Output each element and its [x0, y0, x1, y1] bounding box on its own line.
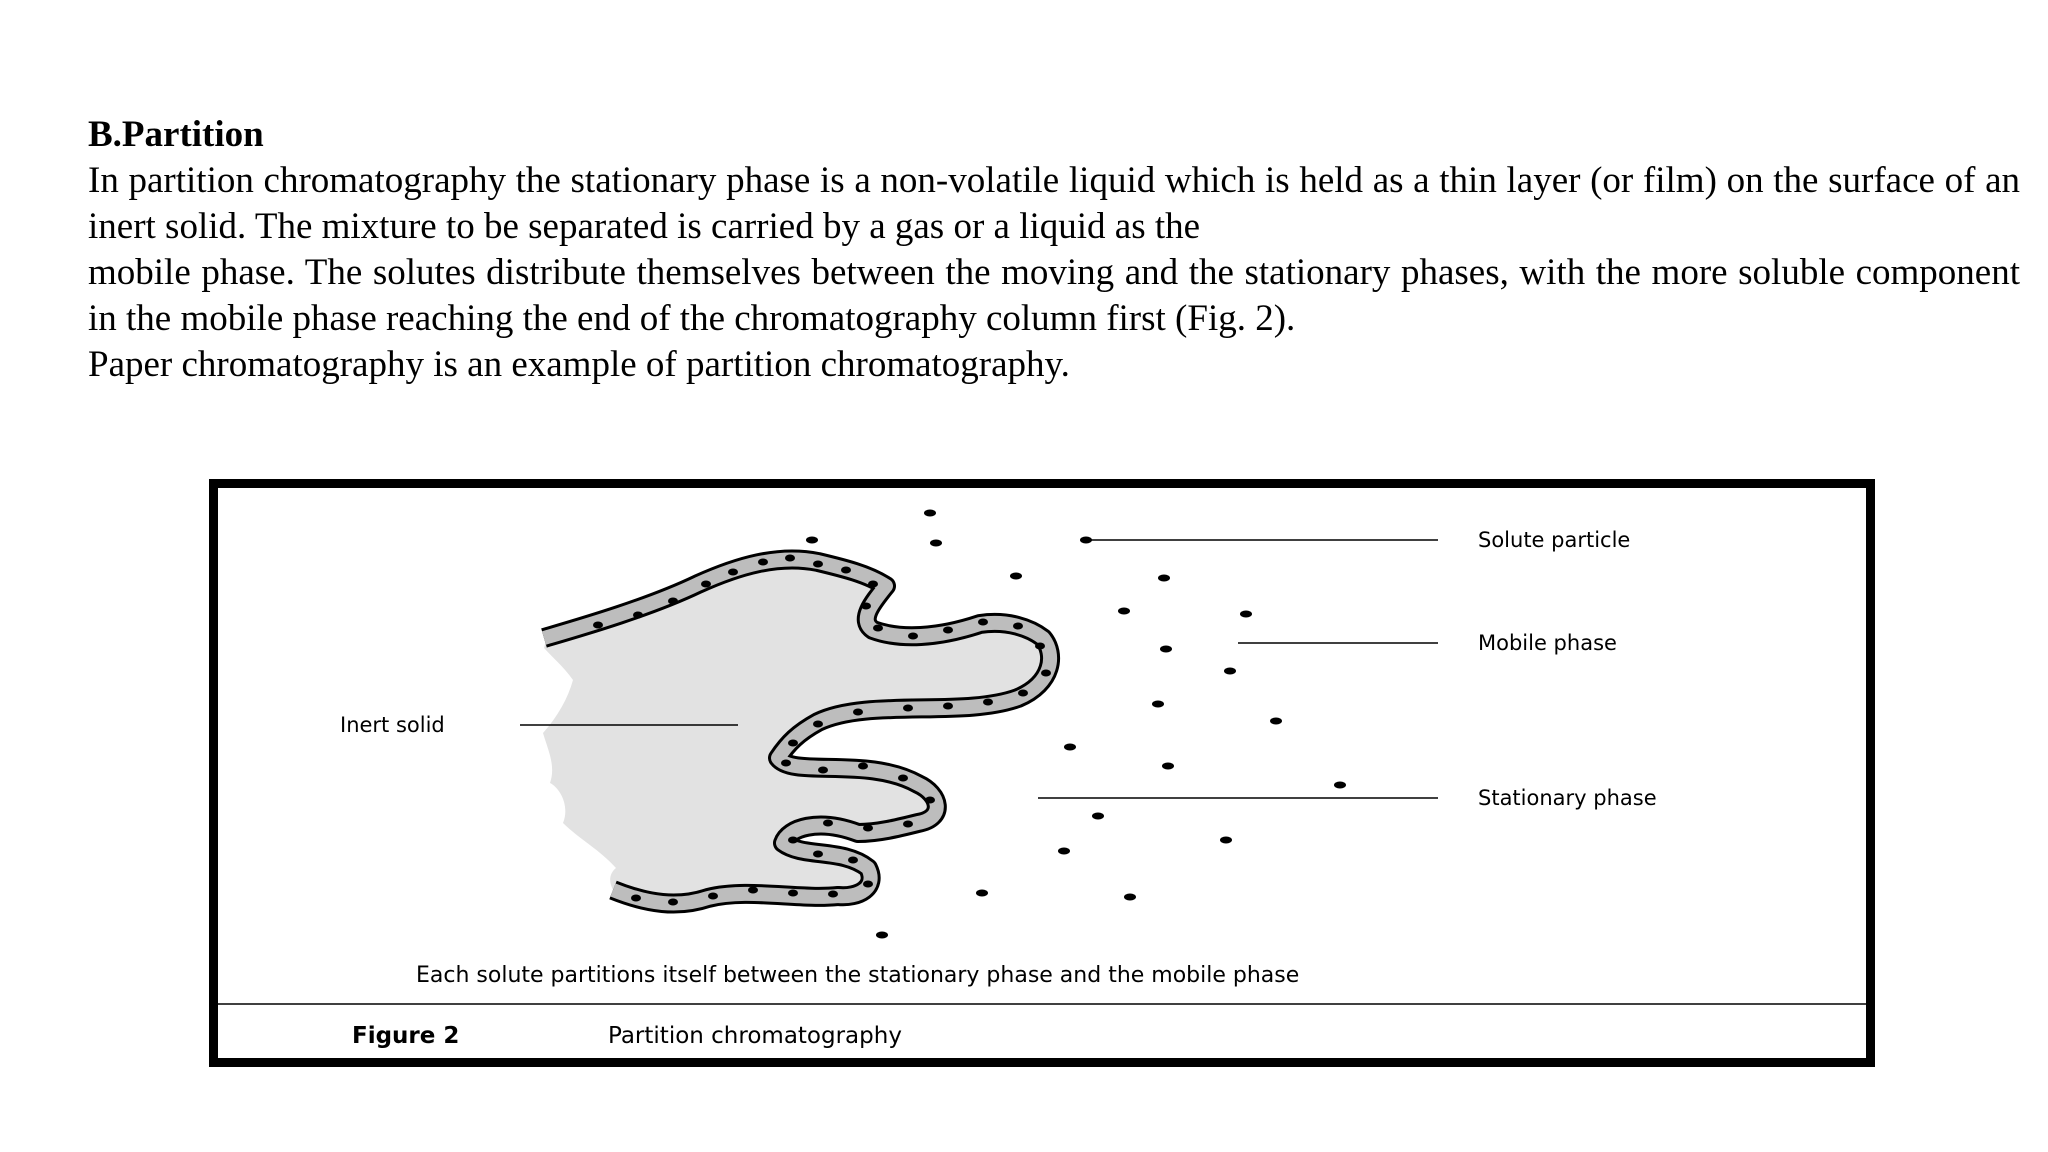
figure-number: Figure 2: [352, 1023, 460, 1049]
paragraph-paper-example: Paper chromatography is an example of partition chromatography.: [88, 344, 1070, 385]
paragraph-definition: In partition chromatography the stationary phase is a non-volatile liquid which is held as a thin layer (or film) on the surface of an inert solid. The mixture to be separated is carried by a gas or a liquid as the: [88, 160, 2020, 247]
section-heading: B.Partition: [88, 114, 264, 155]
label-inert-solid: Inert solid: [340, 713, 445, 737]
figure-title: Partition chromatography: [608, 1023, 902, 1049]
partition-chromatography-diagram: [218, 488, 1866, 1058]
figure-2-frame: [209, 479, 1875, 1067]
diagram-caption-sentence: Each solute partitions itself between the stationary phase and the mobile phase: [416, 963, 1300, 988]
label-mobile-phase: Mobile phase: [1478, 631, 1617, 655]
label-solute-particle: Solute particle: [1478, 528, 1631, 552]
paragraph-mobile-phase: mobile phase. The solutes distribute themselves between the moving and the stationary phases, with the more soluble component in the mobile phase reaching the end of the chromatography column first (Fig. 2).: [88, 252, 2020, 339]
mobile-phase-particles: [806, 510, 1346, 939]
label-stationary-phase: Stationary phase: [1478, 786, 1657, 810]
document-body: [88, 112, 2020, 388]
